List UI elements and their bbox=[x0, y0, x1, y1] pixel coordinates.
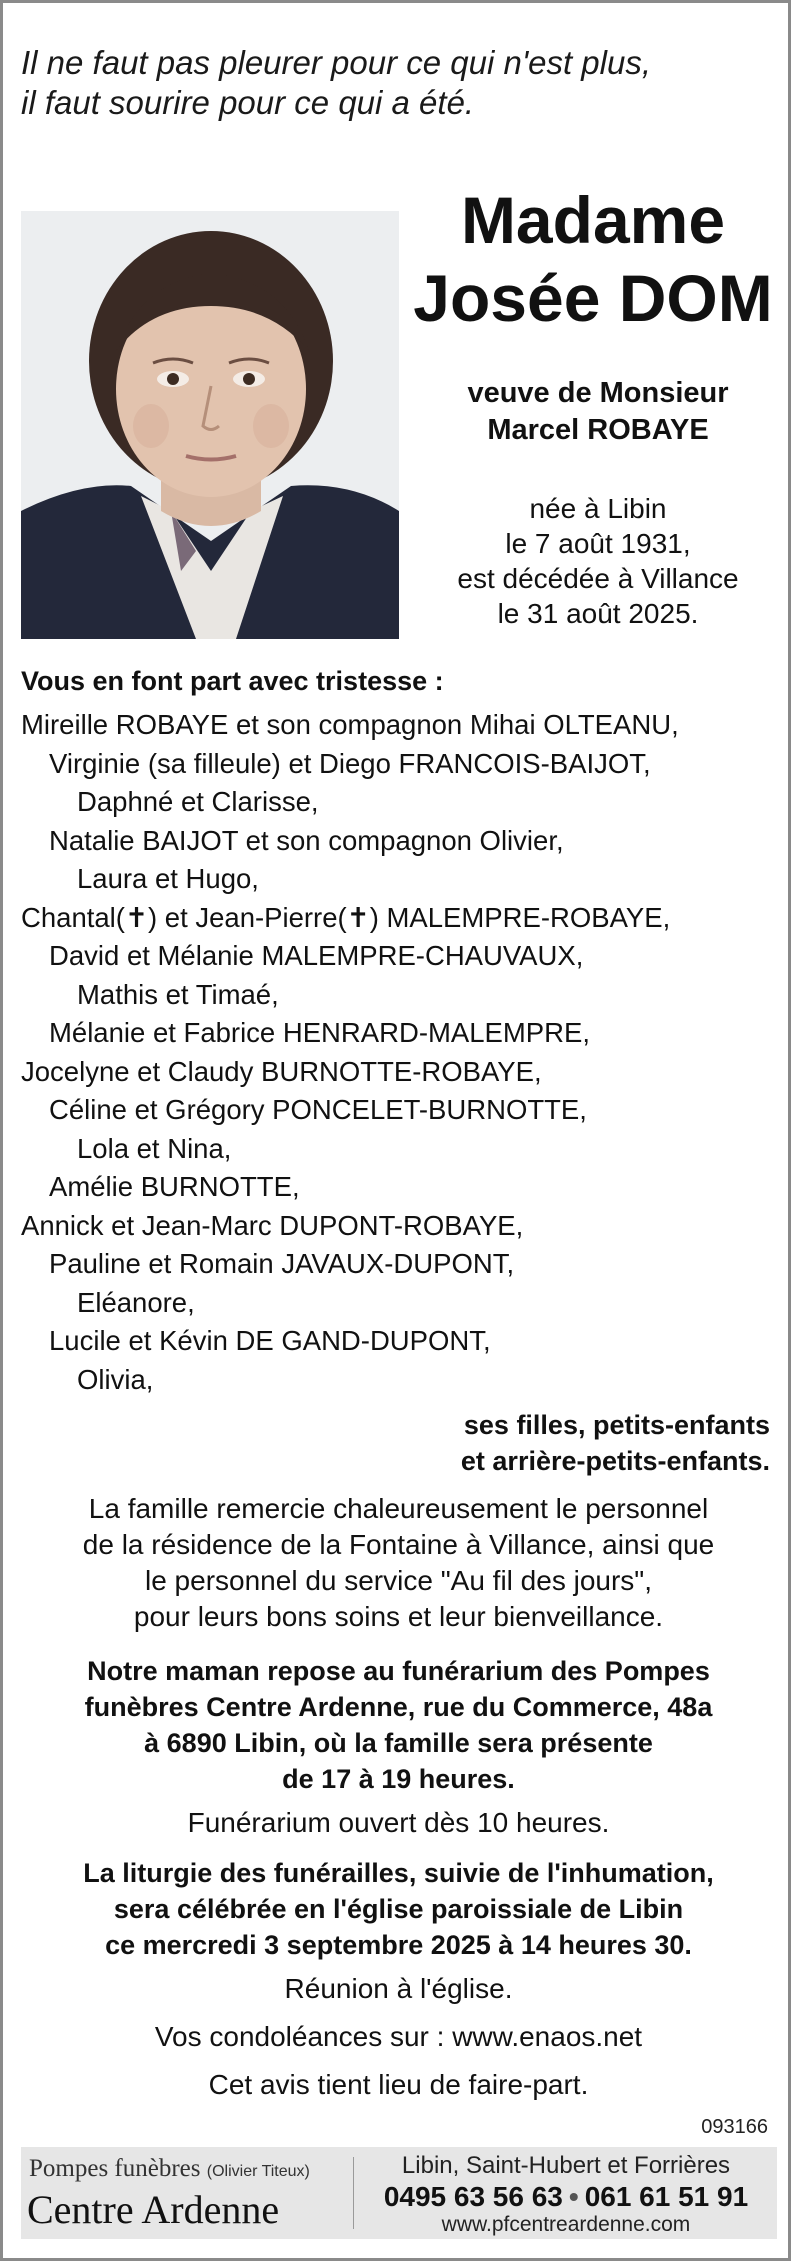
reference-number: 093166 bbox=[701, 2116, 768, 2138]
epigraph-quote bbox=[21, 43, 761, 123]
thanks-paragraph bbox=[3, 1491, 791, 1635]
website-link[interactable]: www.pfcentreardenne.com bbox=[441, 2213, 691, 2236]
family-intro: Vous en font part avec tristesse : bbox=[21, 666, 444, 696]
reunion-line: Réunion à l'église. bbox=[284, 1973, 513, 2004]
phone-numbers bbox=[361, 2181, 771, 2213]
locations: Libin, Saint-Hubert et Forrières bbox=[401, 2152, 731, 2179]
family-member-line: Olivia, bbox=[77, 1363, 154, 1395]
death-date: le 31 août 2025. bbox=[497, 598, 699, 629]
portrait-illustration bbox=[21, 211, 399, 639]
repose-line: à 6890 Libin, où la famille sera présente bbox=[144, 1728, 653, 1758]
family-member-line: Amélie BURNOTTE, bbox=[49, 1171, 300, 1202]
condolences-line: Vos condoléances sur : www.enaos.net bbox=[154, 2021, 643, 2052]
thanks-line: pour leurs bons soins et leur bienveillance. bbox=[133, 1601, 664, 1632]
brand-top-label: Pompes funèbres bbox=[29, 2155, 201, 2182]
family-member-line: David et Mélanie MALEMPRE-CHAUVAUX, bbox=[49, 940, 584, 971]
birth-death-info bbox=[418, 491, 778, 631]
birth-place: née à Libin bbox=[529, 493, 667, 524]
family-member-line: Pauline et Romain JAVAUX-DUPONT, bbox=[49, 1248, 515, 1279]
funeral-home-paragraph bbox=[3, 1653, 791, 1797]
liturgy-paragraph bbox=[3, 1855, 791, 1963]
family-member-line: Mathis et Timaé, bbox=[77, 978, 279, 1010]
family-member-line: Lucile et Kévin DE GAND-DUPONT, bbox=[49, 1325, 491, 1356]
faire-part-line: Cet avis tient lieu de faire-part. bbox=[208, 2069, 589, 2100]
widow-of bbox=[428, 375, 768, 449]
funeral-director-footer bbox=[21, 2147, 777, 2239]
repose-line: Notre maman repose au funérarium des Pompes bbox=[87, 1656, 710, 1686]
portrait-photo bbox=[21, 211, 399, 639]
family-member-line: Jocelyne et Claudy BURNOTTE-ROBAYE, bbox=[21, 1055, 542, 1087]
family-member-line: Natalie BAIJOT et son compagnon Olivier, bbox=[49, 824, 564, 856]
family-member-line: Chantal(✝) et Jean-Pierre(✝) MALEMPRE-ROBAYE, bbox=[21, 901, 671, 933]
contact-info bbox=[361, 2151, 771, 2237]
thanks-line: La famille remercie chaleureusement le personnel bbox=[88, 1493, 709, 1524]
widow-line: veuve de Monsieur bbox=[467, 377, 729, 409]
family-member-line: Mireille ROBAYE et son compagnon Mihai OLTEANU, bbox=[21, 709, 679, 740]
phone-separator: • bbox=[568, 2181, 579, 2212]
brand-name: Centre Ardenne bbox=[27, 2187, 280, 2232]
quote-line: Il ne faut pas pleurer pour ce qui n'est plus, bbox=[21, 44, 652, 81]
funerarium-open-line: Funérarium ouvert dès 10 heures. bbox=[187, 1807, 610, 1838]
thanks-line: le personnel du service "Au fil des jours", bbox=[144, 1565, 653, 1596]
phone-mobile: 0495 63 56 63 bbox=[383, 2181, 563, 2212]
family-member-line: Virginie (sa filleule) et Diego FRANCOIS-BAIJOT, bbox=[49, 747, 651, 779]
brand-owner: (Olivier Titeux) bbox=[206, 2163, 310, 2180]
relation-line: ses filles, petits-enfants bbox=[463, 1410, 770, 1440]
brand-subtitle bbox=[29, 2155, 310, 2183]
family-member-line: Mélanie et Fabrice HENRARD-MALEMPRE, bbox=[49, 1017, 590, 1048]
birth-date: le 7 août 1931, bbox=[505, 528, 691, 559]
liturgy-line: sera célébrée en l'église paroissiale de Libin bbox=[113, 1894, 684, 1924]
quote-line: il faut sourire pour ce qui a été. bbox=[21, 84, 475, 121]
widow-line: Marcel ROBAYE bbox=[487, 414, 709, 446]
funerarium-hours bbox=[3, 1805, 791, 1841]
family-member-line: Lola et Nina, bbox=[77, 1132, 232, 1164]
liturgy-line: La liturgie des funérailles, suivie de l'inhumation, bbox=[83, 1858, 714, 1888]
deceased-name: Josée DOM bbox=[413, 261, 773, 335]
deceased-title: Madame bbox=[460, 183, 726, 257]
relation-line: et arrière-petits-enfants. bbox=[460, 1446, 770, 1476]
thanks-line: de la résidence de la Fontaine à Villance, ainsi que bbox=[82, 1529, 715, 1560]
relation-summary bbox=[461, 1407, 770, 1479]
phone-landline: 061 61 51 91 bbox=[584, 2181, 749, 2212]
family-member-line: Daphné et Clarisse, bbox=[77, 786, 319, 817]
faire-part-note bbox=[3, 2067, 791, 2103]
repose-line: funèbres Centre Ardenne, rue du Commerce, 48a bbox=[84, 1692, 713, 1722]
death-place: est décédée à Villance bbox=[457, 563, 739, 594]
repose-line: de 17 à 19 heures. bbox=[282, 1764, 515, 1794]
church-meeting bbox=[3, 1971, 791, 2007]
family-list bbox=[21, 706, 781, 1399]
family-member-line: Annick et Jean-Marc DUPONT-ROBAYE, bbox=[21, 1209, 524, 1241]
footer-divider bbox=[353, 2157, 354, 2229]
family-member-line: Céline et Grégory PONCELET-BURNOTTE, bbox=[49, 1094, 587, 1125]
family-member-line: Laura et Hugo, bbox=[77, 863, 259, 894]
condolences bbox=[3, 2019, 791, 2055]
liturgy-line: ce mercredi 3 septembre 2025 à 14 heures 30. bbox=[105, 1930, 692, 1960]
family-member-line: Eléanore, bbox=[77, 1286, 195, 1318]
